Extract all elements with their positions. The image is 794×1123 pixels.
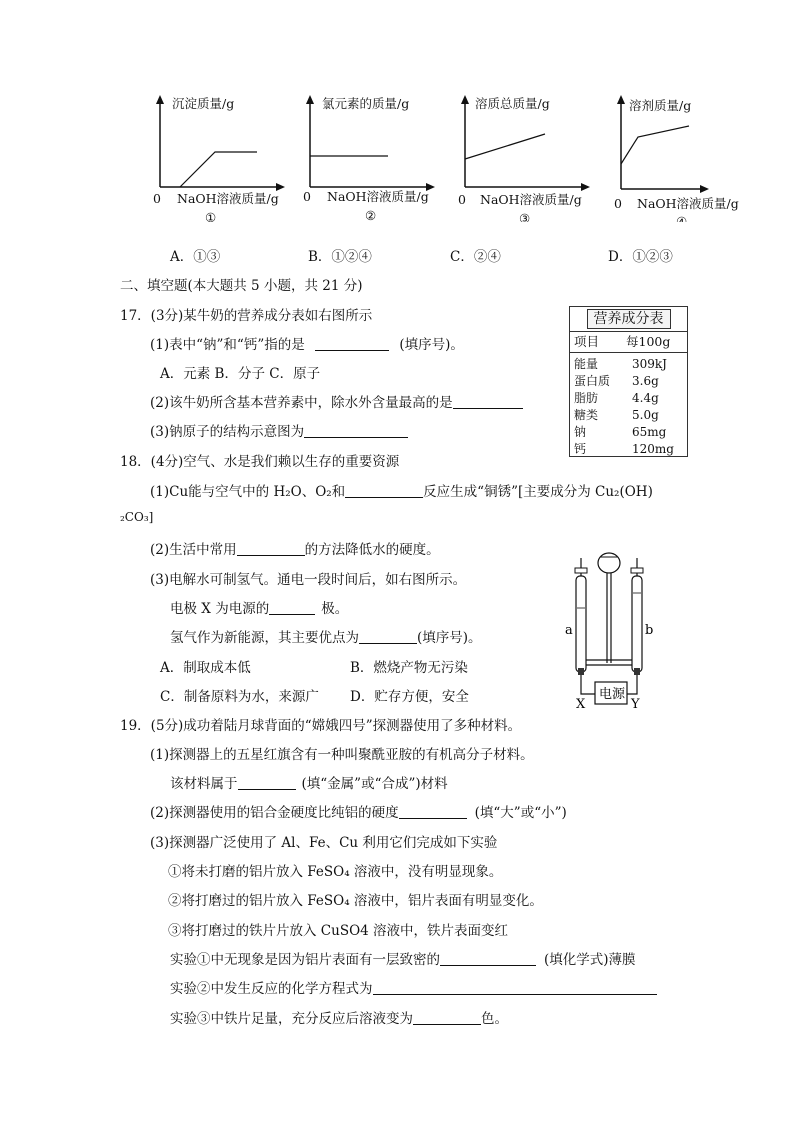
q19-blank-5[interactable] xyxy=(413,1010,481,1025)
q18-blank-3[interactable] xyxy=(269,600,315,615)
choice-b: B．①②④ xyxy=(308,249,372,265)
q18-part2-tail: 的方法降低水的硬度。 xyxy=(304,542,440,558)
q17-blank-3[interactable] xyxy=(304,423,408,438)
x-axis-arrow-icon xyxy=(581,183,590,191)
x-axis-arrow-icon xyxy=(700,185,709,193)
power-label: 电源 xyxy=(599,687,626,702)
graph-ylabel: 溶剂质量/g xyxy=(629,98,692,113)
graph-1-svg xyxy=(150,92,290,222)
nutrition-row-name: 钠 xyxy=(574,425,587,439)
q18-stem: 18．(4分)空气、水是我们赖以生存的重要资源 xyxy=(120,454,400,470)
q18-part3b xyxy=(170,626,482,646)
q18-option-a: A．制取成本低 xyxy=(160,660,251,676)
q19-stem: 19．(5分)成功着陆月球背面的“嫦娥四号”探测器使用了多种材料。 xyxy=(120,718,522,734)
y-axis-arrow-icon xyxy=(156,95,164,104)
choice-d: D．①②③ xyxy=(608,249,673,265)
q17-part2 xyxy=(150,391,523,411)
q17-part2-text: (2)该牛奶所含基本营养素中，除水外含量最高的是 xyxy=(150,395,453,411)
q19-result-3-text: 实验③中铁片足量，充分反应后溶液变为 xyxy=(170,1011,413,1027)
nutrition-table-header xyxy=(570,307,687,332)
q19-result-3 xyxy=(170,1007,508,1027)
x-axis-arrow-icon xyxy=(276,183,285,191)
graph-origin: 0 xyxy=(614,196,622,211)
nutrition-row-name: 脂肪 xyxy=(574,391,599,405)
graph-xlabel: NaOH溶液质量/g xyxy=(637,196,739,211)
nutrition-row xyxy=(570,373,687,390)
q19-result-1 xyxy=(170,948,636,968)
nutrition-row-name: 蛋白质 xyxy=(574,374,611,388)
q19-part1b-text: 该材料属于 xyxy=(170,776,238,792)
graph-origin: 0 xyxy=(303,189,311,204)
nutrition-row-name: 能量 xyxy=(574,357,599,371)
q19-part1: (1)探测器上的五星红旗含有一种叫聚酰亚胺的有机高分子材料。 xyxy=(150,747,534,763)
nutrition-row xyxy=(570,441,687,458)
graph-2 xyxy=(300,92,440,226)
graph-number: ② xyxy=(365,208,377,222)
left-wire xyxy=(581,675,596,694)
electrolysis-apparatus xyxy=(560,548,660,714)
q18-part3a xyxy=(170,597,348,617)
q18-part2 xyxy=(150,538,440,558)
graph-3 xyxy=(455,92,595,226)
q17-part1 xyxy=(150,333,464,353)
tube-b-label: b xyxy=(645,623,654,638)
choice-c: C．②④ xyxy=(450,249,501,265)
q19-blank-2[interactable] xyxy=(399,804,467,819)
q18-part3b-tail: (填序号)。 xyxy=(417,630,482,646)
graph-origin: 0 xyxy=(153,191,161,206)
q19-experiment-1: ①将未打磨的铝片放入 FeSO₄ 溶液中，没有明显现象。 xyxy=(168,864,503,880)
nutrition-table xyxy=(569,306,688,457)
electrode-x-label: X xyxy=(576,697,586,710)
right-electrode xyxy=(634,668,640,675)
q19-part2-text: (2)探测器使用的铝合金硬度比纯铝的硬度 xyxy=(150,805,399,821)
y-axis-arrow-icon xyxy=(306,95,314,104)
nutrition-row-value: 3.6g xyxy=(632,374,659,388)
graph-number: ④ xyxy=(676,214,688,222)
graph-xlabel: NaOH溶液质量/g xyxy=(480,192,582,207)
nutrition-row xyxy=(570,424,687,441)
nutrition-row xyxy=(570,407,687,424)
y-axis-arrow-icon xyxy=(617,95,625,104)
q18-blank-1[interactable] xyxy=(345,483,423,498)
graph-xlabel: NaOH溶液质量/g xyxy=(177,191,279,206)
left-valve-icon xyxy=(575,568,587,573)
q19-result-3-tail: 色。 xyxy=(481,1011,508,1027)
nutrition-row-value: 120mg xyxy=(632,442,674,456)
graph-number: ③ xyxy=(519,211,531,222)
q18-blank-4[interactable] xyxy=(359,629,417,644)
q19-part1b xyxy=(170,772,448,792)
graph-ylabel: 氯元素的质量/g xyxy=(322,96,410,111)
graph-4 xyxy=(611,92,751,226)
q19-result-1-tail: (填化学式)薄膜 xyxy=(544,952,636,968)
graph-curve xyxy=(465,134,545,159)
q19-experiment-3: ③将打磨过的铁片片放入 CuSO4 溶液中，铁片表面变红 xyxy=(168,923,509,939)
q19-part2-tail: (填“大”或“小”) xyxy=(474,805,567,821)
q19-blank-4[interactable] xyxy=(373,980,657,995)
section-heading: 二、填空题(本大题共 5 小题，共 21 分) xyxy=(120,278,363,294)
q19-part1b-tail: (填“金属”或“合成”)材料 xyxy=(301,776,448,792)
q19-result-2 xyxy=(170,977,657,997)
q19-blank-1[interactable] xyxy=(238,775,296,790)
q18-part1 xyxy=(150,480,653,500)
electrode-y-label: Y xyxy=(631,697,640,710)
nutrition-row-value: 65mg xyxy=(632,425,667,439)
q18-part1-text: (1)Cu能与空气中的 H₂O、O₂和 xyxy=(150,484,346,500)
left-electrode xyxy=(578,668,584,675)
q19-result-1-text: 实验①中无现象是因为铝片表面有一层致密的 xyxy=(170,952,440,968)
q17-part3 xyxy=(150,420,408,440)
tube-a-label: a xyxy=(565,623,573,638)
q17-part3-text: (3)钠原子的结构示意图为 xyxy=(150,424,305,440)
q19-part2 xyxy=(150,801,567,821)
graph-1 xyxy=(150,92,290,226)
nutrition-row-value: 5.0g xyxy=(632,408,659,422)
q18-blank-2[interactable] xyxy=(237,541,305,556)
graph-number: ① xyxy=(205,210,217,222)
y-axis-arrow-icon xyxy=(461,95,469,104)
q19-blank-3[interactable] xyxy=(440,951,536,966)
q18-option-c: C．制备原料为水，来源广 xyxy=(160,689,319,705)
q17-blank-2[interactable] xyxy=(453,394,523,409)
nutrition-row-name: 糖类 xyxy=(574,408,599,422)
q19-result-2-text: 实验②中发生反应的化学方程式为 xyxy=(170,981,373,997)
graph-3-svg xyxy=(455,92,595,222)
q18-part3a-text: 电极 X 为电源的 xyxy=(170,601,270,617)
q18-option-b: B．燃烧产物无污染 xyxy=(350,660,468,676)
q19-experiment-2: ②将打磨过的铝片放入 FeSO₄ 溶液中，铝片表面有明显变化。 xyxy=(168,893,543,909)
left-tube xyxy=(576,576,586,672)
nutrition-col-item: 项目 xyxy=(574,334,600,349)
nutrition-table-columns xyxy=(570,332,687,353)
q18-part3b-text: 氢气作为新能源，其主要优点为 xyxy=(170,630,359,646)
q18-option-d: D．贮存方便，安全 xyxy=(350,689,469,705)
nutrition-row-value: 309kJ xyxy=(632,357,667,371)
q17-blank-1[interactable] xyxy=(315,336,389,351)
q17-options: A．元素 B．分子 C．原子 xyxy=(160,366,321,382)
nutrition-col-per100g: 每100g xyxy=(626,334,671,349)
graph-xlabel: NaOH溶液质量/g xyxy=(327,189,429,204)
nutrition-row xyxy=(570,390,687,407)
graph-2-svg xyxy=(300,92,440,222)
q18-part3: (3)电解水可制氢气。通电一段时间后，如右图所示。 xyxy=(150,572,467,588)
funnel-bulb xyxy=(598,553,620,573)
graph-ylabel: 沉淀质量/g xyxy=(172,96,235,111)
q18-part1-tail: 反应生成“铜锈”[主要成分为 Cu₂(OH) xyxy=(423,484,653,500)
nutrition-row-value: 4.4g xyxy=(632,391,659,405)
right-valve-icon xyxy=(631,568,643,573)
q18-part1-cont: ₂CO₃] xyxy=(120,510,154,524)
choice-a: A．①③ xyxy=(170,249,221,265)
q17-part1-tail: (填序号)。 xyxy=(399,337,464,353)
nutrition-table-title: 营养成分表 xyxy=(587,309,671,329)
graph-curve xyxy=(180,152,257,187)
nutrition-row-name: 钙 xyxy=(574,442,587,456)
q18-part2-text: (2)生活中常用 xyxy=(150,542,237,558)
right-tube xyxy=(632,576,642,672)
graph-curve xyxy=(621,126,689,164)
nutrition-row xyxy=(570,356,687,373)
q19-part3: (3)探测器广泛使用了 Al、Fe、Cu 利用它们完成如下实验 xyxy=(150,835,498,851)
nutrition-rows xyxy=(570,353,687,458)
graph-ylabel: 溶质总质量/g xyxy=(475,96,550,111)
graph-4-svg xyxy=(611,92,751,222)
electrolysis-apparatus-svg xyxy=(560,548,660,710)
q17-part1-text: (1)表中“钠”和“钙”指的是 xyxy=(150,337,305,353)
q18-part3a-tail: 极。 xyxy=(321,601,349,617)
graph-origin: 0 xyxy=(458,192,466,207)
q17-stem: 17．(3分)某牛奶的营养成分表如右图所示 xyxy=(120,308,373,324)
